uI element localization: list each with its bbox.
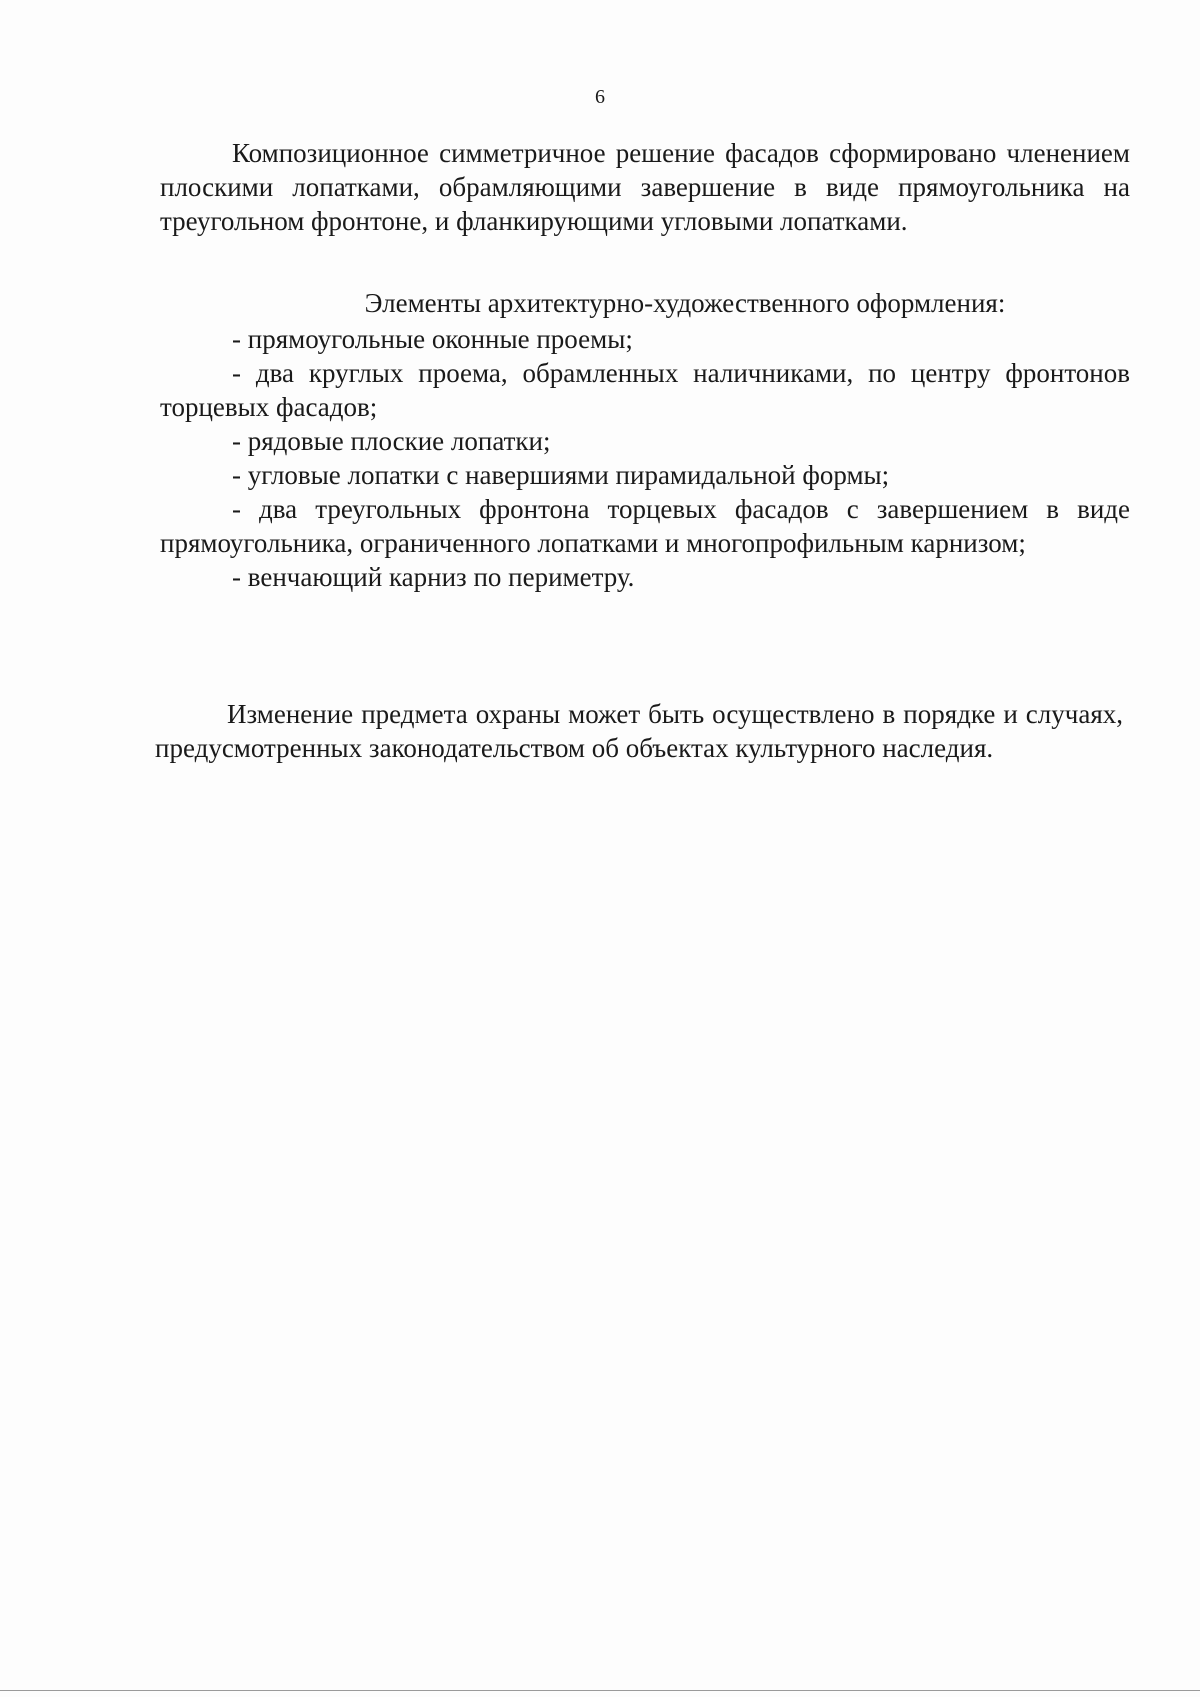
list-item: - рядовые плоские лопатки; bbox=[232, 426, 551, 456]
composition-section bbox=[160, 136, 1130, 238]
elements-heading-section bbox=[160, 286, 1130, 320]
page-number: 6 bbox=[595, 86, 605, 108]
list-item: - венчающий карниз по периметру. bbox=[232, 562, 635, 592]
composition-paragraph: Композиционное симметричное решение фасадов сформировано членением плоскими лопатками, обрамляющими завершение в виде прямоугольника на треугольном фронтоне, и фланкирующими угловыми лопатками. bbox=[160, 138, 1130, 236]
list-item: - два круглых проема, обрамленных наличниками, по центру фронтонов торцевых фасадов; bbox=[160, 358, 1130, 422]
list-item: - два треугольных фронтона торцевых фасадов с завершением в виде прямоугольника, ограниченного лопатками и многопрофильным карнизом; bbox=[160, 494, 1130, 558]
change-section bbox=[155, 697, 1123, 765]
elements-list-section bbox=[160, 322, 1130, 594]
scan-edge-line bbox=[0, 1690, 1200, 1691]
list-item: - прямоугольные оконные проемы; bbox=[232, 324, 633, 354]
elements-list bbox=[160, 322, 1130, 594]
change-paragraph: Изменение предмета охраны может быть осуществлено в порядке и случаях, предусмотренных законодательством об объектах культурного наследия. bbox=[155, 699, 1123, 763]
elements-heading: Элементы архитектурно-художественного оформления: bbox=[364, 288, 1006, 318]
list-item: - угловые лопатки с навершиями пирамидальной формы; bbox=[232, 460, 890, 490]
